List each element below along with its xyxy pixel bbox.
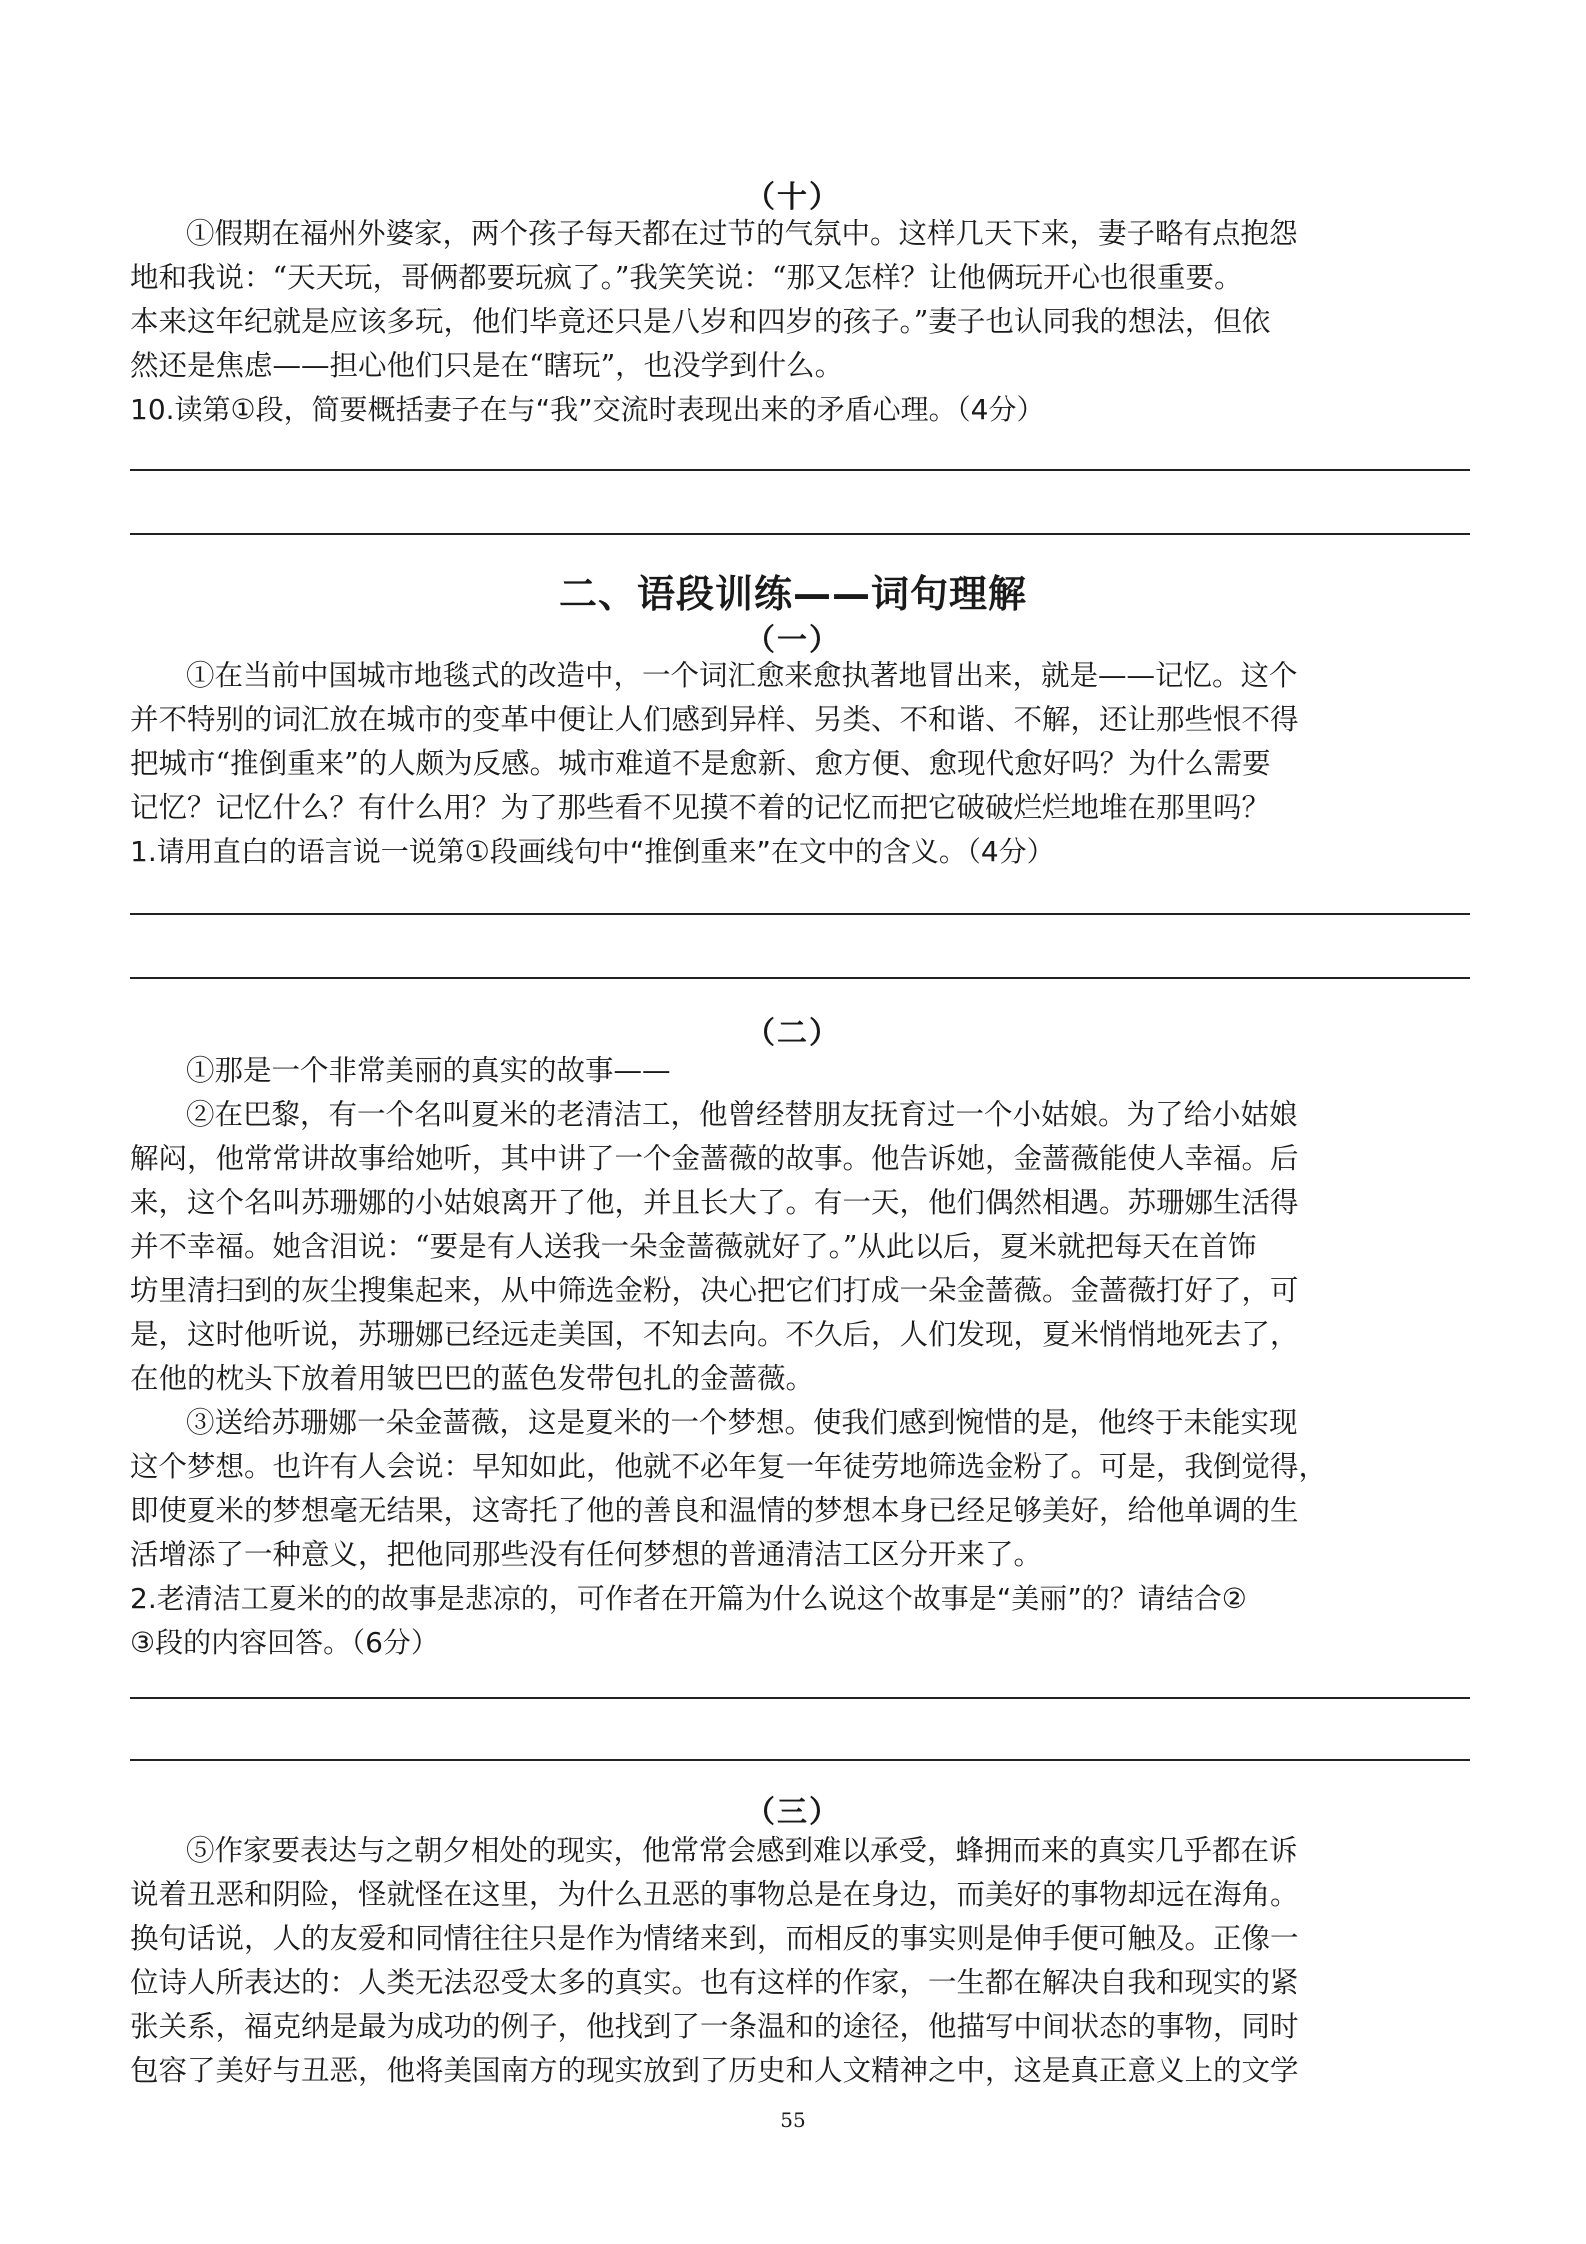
question-2 (130, 1577, 1470, 1665)
text-line: 然还是焦虑——担心他们只是在“瞎玩”，也没学到什么。 (130, 349, 844, 382)
text-line: 并不幸福。她含泪说：“要是有人送我一朵金蔷薇就好了。”从此以后，夏米就把每天在首饰 (130, 1230, 1257, 1263)
question-10 (130, 388, 1470, 432)
section-1-paragraph (130, 654, 1470, 830)
text-line: 说着丑恶和阴险，怪就怪在这里，为什么丑恶的事物总是在身边，而美好的事物却远在海角。 (130, 1878, 1299, 1911)
part-two-title: 二、语段训练——词句理解 (558, 572, 1027, 616)
text-line: ①那是一个非常美丽的真实的故事—— (186, 1054, 671, 1087)
text-line: ③送给苏珊娜一朵金蔷薇，这是夏米的一个梦想。使我们感到惋惜的是，他终于未能实现 (186, 1406, 1298, 1439)
answer-line[interactable] (130, 1697, 1470, 1699)
text-line: ②在巴黎，有一个名叫夏米的老清洁工，他曾经替朋友抚育过一个小姑娘。为了给小姑娘 (186, 1098, 1298, 1131)
answer-line[interactable] (130, 469, 1470, 471)
question-text: ③段的内容回答。（6分） (130, 1626, 439, 1659)
text-line: 是，这时他听说，苏珊娜已经远走美国，不知去向。不久后，人们发现，夏米悄悄地死去了， (130, 1318, 1299, 1351)
question-text: 2.老清洁工夏米的的故事是悲凉的，可作者在开篇为什么说这个故事是“美丽”的？请结合② (130, 1582, 1247, 1615)
text-line: ①在当前中国城市地毯式的改造中，一个词汇愈来愈执著地冒出来，就是——记忆。这个 (186, 659, 1298, 692)
text-line: 在他的枕头下放着用皱巴巴的蓝色发带包扎的金蔷薇。 (130, 1362, 815, 1395)
text-line: ⑤作家要表达与之朝夕相处的现实，他常常会感到难以承受，蜂拥而来的真实几乎都在诉 (186, 1834, 1298, 1867)
text-line: 记忆？记忆什么？有什么用？为了那些看不见摸不着的记忆而把它破破烂烂地堆在那里吗？ (130, 791, 1271, 824)
section-2-paragraph-2 (130, 1093, 1470, 1401)
question-text: 10.读第①段，简要概括妻子在与“我”交流时表现出来的矛盾心理。（4分） (130, 393, 1045, 426)
text-line: 位诗人所表达的：人类无法忍受太多的真实。也有这样的作家，一生都在解决自我和现实的紧 (130, 1966, 1299, 1999)
section-10-paragraph (130, 212, 1470, 388)
section-1-heading: （一） (745, 623, 841, 658)
section-2-heading: （二） (745, 1016, 841, 1051)
answer-line[interactable] (130, 913, 1470, 915)
section-3-paragraph (130, 1829, 1470, 2093)
section-10-heading: （十） (745, 180, 841, 215)
text-line: 坊里清扫到的灰尘搜集起来，从中筛选金粉，决心把它们打成一朵金蔷薇。金蔷薇打好了，可 (130, 1274, 1299, 1307)
text-line: 本来这年纪就是应该多玩，他们毕竟还只是八岁和四岁的孩子。”妻子也认同我的想法，但依 (130, 305, 1271, 338)
text-line: 即使夏米的梦想毫无结果，这寄托了他的善良和温情的梦想本身已经足够美好，给他单调的生 (130, 1494, 1299, 1527)
text-line: ①假期在福州外婆家，两个孩子每天都在过节的气氛中。这样几天下来，妻子略有点抱怨 (186, 217, 1298, 250)
section-3-heading: （三） (745, 1795, 841, 1830)
text-line: 来，这个名叫苏珊娜的小姑娘离开了他，并且长大了。有一天，他们偶然相遇。苏珊娜生活得 (130, 1186, 1299, 1219)
text-line: 把城市“推倒重来”的人颇为反感。城市难道不是愈新、愈方便、愈现代愈好吗？为什么需要 (130, 747, 1271, 780)
question-text: 1.请用直白的语言说一说第①段画线句中“推倒重来”在文中的含义。（4分） (130, 835, 1055, 868)
text-line: 活增添了一种意义，把他同那些没有任何梦想的普通清洁工区分开来了。 (130, 1538, 1043, 1571)
answer-line[interactable] (130, 533, 1470, 535)
text-line: 换句话说，人的友爱和同情往往只是作为情绪来到，而相反的事实则是伸手便可触及。正像一 (130, 1922, 1299, 1955)
section-2-paragraph-3 (130, 1401, 1470, 1577)
text-line: 地和我说：“天天玩，哥俩都要玩疯了。”我笑笑说：“那又怎样？让他俩玩开心也很重要。 (130, 261, 1243, 294)
text-line: 包容了美好与丑恶，他将美国南方的现实放到了历史和人文精神之中，这是真正意义上的文学 (130, 2054, 1299, 2087)
section-2-paragraph-1 (130, 1049, 1470, 1093)
text-line: 这个梦想。也许有人会说：早知如此，他就不必年复一年徒劳地筛选金粉了。可是，我倒觉得， (130, 1450, 1328, 1483)
text-line: 张关系，福克纳是最为成功的例子，他找到了一条温和的途径，他描写中间状态的事物，同时 (130, 2010, 1299, 2043)
page-number: 55 (780, 2108, 806, 2132)
answer-line[interactable] (130, 977, 1470, 979)
text-line: 并不特别的词汇放在城市的变革中便让人们感到异样、另类、不和谐、不解，还让那些恨不得 (130, 703, 1299, 736)
answer-line[interactable] (130, 1759, 1470, 1761)
question-1 (130, 830, 1470, 874)
text-line: 解闷，他常常讲故事给她听，其中讲了一个金蔷薇的故事。他告诉她，金蔷薇能使人幸福。后 (130, 1142, 1299, 1175)
